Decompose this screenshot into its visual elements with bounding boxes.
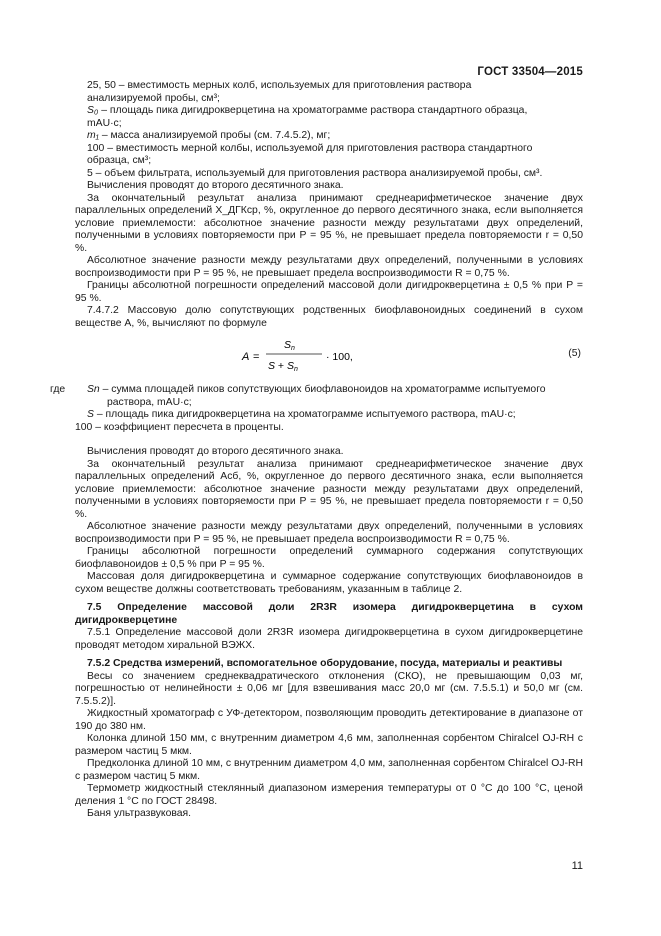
formula-number: (5) bbox=[568, 348, 581, 359]
formula-denominator: S + Sn bbox=[268, 360, 298, 373]
paragraph-final-1: За окончательный результат анализа принимают среднеарифметическое значение двух параллельных определений X_ДГКср, %, округленное до первого десятичного знака, если выполняется условие приемлемости: абсолютное значение разности между результатами двух определений, полученными в условиях повторяемости при P = 95 %, не превышает предела повторяемости r = 0,50 %. bbox=[75, 192, 583, 254]
formula-numerator: Sn bbox=[284, 339, 295, 352]
paragraph-final-2: За окончательный результат анализа принимают среднеарифметическое значение двух параллельных определений Aсб, %, округленное до первого десятичного знака, если выполняется условие приемлемости: абсолютное значение разности между результатами двух определений, полученными в условиях повторяемости при P = 95 %, не превышает предела повторяемости r = 0,50 %. bbox=[75, 458, 583, 520]
paragraph-bounds-2: Границы абсолютной погрешности определений суммарного содержания сопутствующих биофлавоноидов ± 0,5 % при P = 95 %. bbox=[75, 546, 583, 570]
paragraph-scales: Весы со значением среднеквадратического отклонения (СКО), не превышающим 0,03 мг, погрешностью от нелинейности ± 0,06 мг [для взвешивания масс 20,0 мг (см. 7.5.5.1) и 50,0 мг (см. 7.5.5.2)]. bbox=[75, 670, 583, 707]
paragraph-column: Колонка длиной 150 мм, с внутренним диаметром 4,6 мм, заполненная сорбентом Chiralcel OJ-RH с размером частиц 5 мкм. bbox=[75, 733, 583, 757]
definition-item: S – площадь пика дигидрокверцетина на хроматограмме испытуемого раствора, mAU·c; bbox=[87, 409, 516, 420]
formula-multiplier: · 100, bbox=[326, 351, 353, 363]
paragraph-calc-2: Вычисления проводят до второго десятичного знака. bbox=[87, 446, 344, 457]
definition-item: 100 – коэффициент пересчета в проценты. bbox=[75, 421, 284, 433]
where-label: где bbox=[50, 384, 66, 395]
definition-item: m₁ – масса анализируемой пробы (см. 7.4.5.2), мг; bbox=[87, 130, 331, 141]
svg-text:=: = bbox=[253, 351, 260, 363]
definition-item: Sn – сумма площадей пиков сопутствующих биофлавоноидов на хроматограмме испытуемого раствора, mAU·c; bbox=[87, 384, 546, 408]
paragraph-calc-1: Вычисления проводят до второго десятичного знака. bbox=[87, 180, 344, 191]
formula-expression bbox=[240, 336, 440, 376]
page-number: 11 bbox=[571, 860, 583, 872]
standard-header: ГОСТ 33504—2015 bbox=[477, 66, 583, 78]
paragraph-bath: Баня ультразвуковая. bbox=[87, 808, 192, 819]
paragraph-mass: Массовая доля дигидрокверцетина и суммарное содержание сопутствующих биофлавоноидов в сухом веществе должны соответствовать требованиям, указанным в таблице 2. bbox=[75, 571, 583, 595]
section-heading-7-5-2: 7.5.2 Средства измерений, вспомогательное оборудование, посуда, материалы и реактивы bbox=[87, 658, 563, 669]
definition-item: S₀ – площадь пика дигидрокверцетина на хроматограмме раствора стандартного образца, mAU·c; bbox=[87, 105, 528, 129]
paragraph-chromatograph: Жидкостный хроматограф с УФ-детектором, позволяющим проводить детектирование в диапазоне от 190 до 380 нм. bbox=[75, 708, 583, 732]
definition-item: 5 – объем фильтрата, используемый для приготовления раствора анализируемой пробы, см³. bbox=[87, 167, 543, 179]
definition-item: 100 – вместимость мерной колбы, используемой для приготовления раствора стандартного образца, см³; bbox=[87, 142, 533, 166]
definition-item: 25, 50 – вместимость мерных колб, используемых для приготовления раствора анализируемой пробы, см³; bbox=[87, 80, 472, 104]
document-body bbox=[50, 80, 583, 821]
paragraph-bounds-1: Границы абсолютной погрешности определений массовой доли дигидрокверцетина ± 0,5 % при P = 95 %. bbox=[75, 280, 583, 304]
paragraph-precolumn: Предколонка длиной 10 мм, с внутренним диаметром 4,0 мм, заполненная сорбентом Chiralcel OJ-RH с размером частиц 5 мкм. bbox=[75, 758, 583, 782]
definitions-list-1 bbox=[75, 80, 583, 180]
paragraph-abs-1: Абсолютное значение разности между результатами двух определений, полученными в условиях воспроизводимости при P = 95 %, не превышает предела воспроизводимости R = 0,75 %. bbox=[75, 255, 583, 279]
paragraph-abs-2: Абсолютное значение разности между результатами двух определений, полученными в условиях воспроизводимости при P = 95 %, не превышает предела воспроизводимости R = 0,75 %. bbox=[75, 521, 583, 545]
paragraph-thermometer: Термометр жидкостный стеклянный диапазоном измерения температуры от 0 °С до 100 °С, ценой деления 1 °С по ГОСТ 28498. bbox=[75, 783, 583, 807]
paragraph-7472: 7.4.7.2 Массовую долю сопутствующих родственных биофлавоноидных соединений в сухом веществе A, %, вычисляют по формуле bbox=[75, 305, 583, 329]
section-heading-7-5: 7.5 Определение массовой доли 2R3R изомера дигидрокверцетина в сухом дигидрокверцетине bbox=[75, 602, 583, 626]
paragraph-7-5-1: 7.5.1 Определение массовой доли 2R3R изомера дигидрокверцетина в сухом дигидрокверцетине проводят методом хиральной ВЭЖХ. bbox=[75, 627, 583, 651]
formula-5 bbox=[75, 334, 583, 378]
formula-lhs: A bbox=[242, 351, 250, 363]
definitions-list-2 bbox=[50, 384, 583, 434]
